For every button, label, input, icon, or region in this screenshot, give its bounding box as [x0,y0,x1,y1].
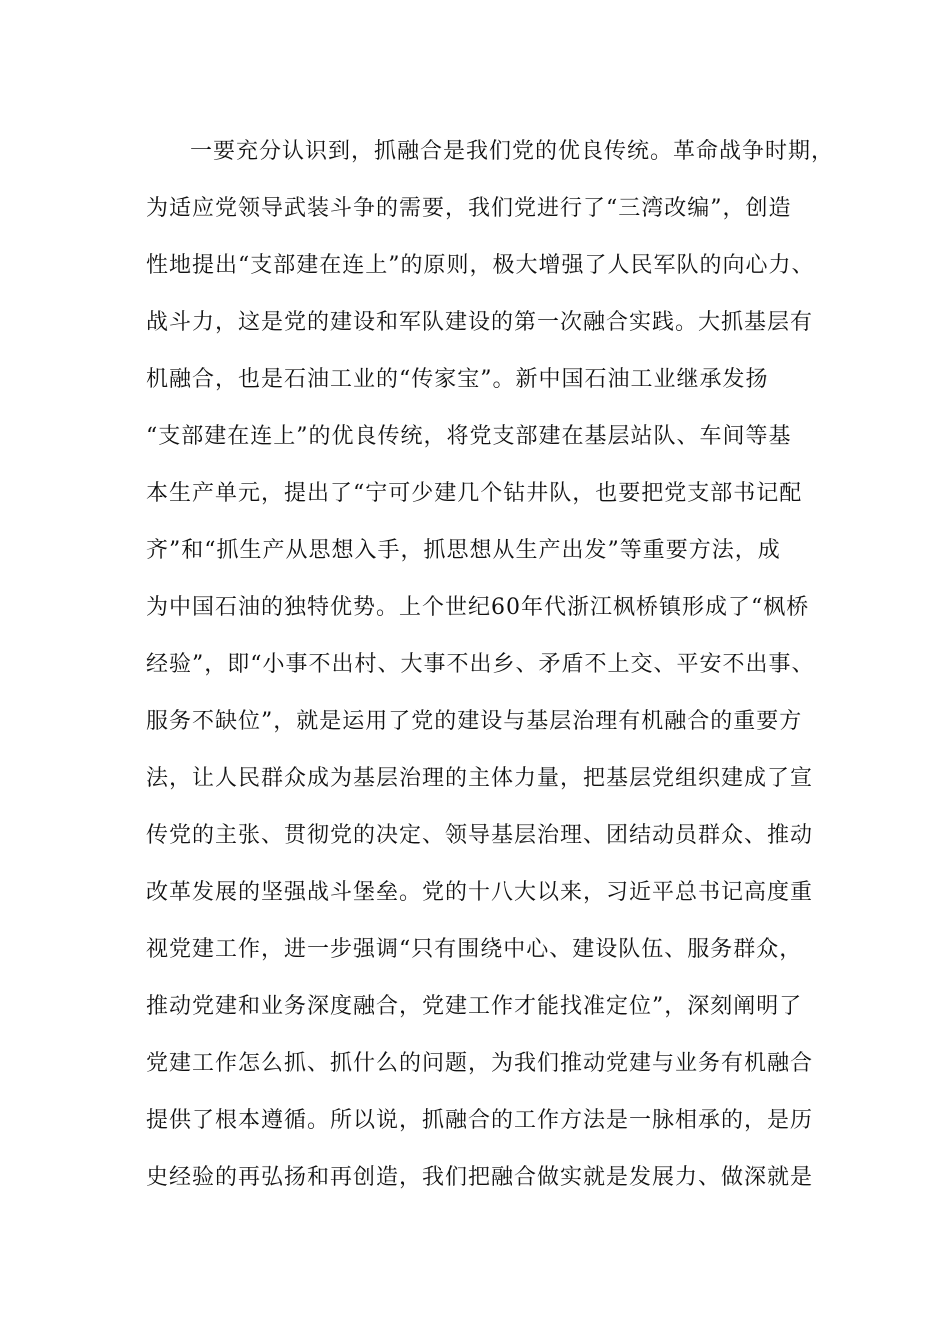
paragraph-line-16: 推动党建和业务深度融合，党建工作才能找准定位”，深刻阐明了 [146,994,803,1019]
paragraph-line-14: 改革发展的坚强战斗堡垒。党的十八大以来，习近平总书记高度重 [146,880,814,905]
paragraph-line-2: 为适应党领导武装斗争的需要，我们党进行了“三湾改编”，创造 [146,196,792,221]
paragraph-line-15: 视党建工作，进一步强调“只有围绕中心、建设队伍、服务群众， [146,937,803,962]
paragraph-line-10: 经验”，即“小事不出村、大事不出乡、矛盾不上交、平安不出事、 [146,652,815,677]
paragraph-line-11: 服务不缺位”，就是运用了党的建设与基层治理有机融合的重要方 [146,709,803,734]
paragraph-line-17: 党建工作怎么抓、抓什么的问题，为我们推动党建与业务有机融合 [146,1051,814,1076]
paragraph-line-7: 本生产单元，提出了“宁可少建几个钻井队，也要把党支部书记配 [146,481,803,506]
paragraph-line-13: 传党的主张、贯彻党的决定、领导基层治理、团结动员群众、推动 [146,823,814,848]
paragraph-line-18: 提供了根本遵循。所以说，抓融合的工作方法是一脉相承的，是历 [146,1108,814,1133]
paragraph-line-9: 为中国石油的独特优势。上个世纪60年代浙江枫桥镇形成了“枫桥 [146,595,810,620]
paragraph-line-6: “支部建在连上”的优良传统，将党支部建在基层站队、车间等基 [146,424,792,449]
paragraph-line-1: 一要充分认识到，抓融合是我们党的优良传统。革命战争时期， [190,139,835,164]
paragraph-line-12: 法，让人民群众成为基层治理的主体力量，把基层党组织建成了宣 [146,766,814,791]
paragraph-line-3: 性地提出“支部建在连上”的原则，极大增强了人民军队的向心力、 [146,253,815,278]
paragraph-line-19: 史经验的再弘扬和再创造，我们把融合做实就是发展力、做深就是 [146,1165,814,1190]
paragraph-line-8: 齐”和“抓生产从思想入手，抓思想从生产出发”等重要方法，成 [146,538,781,563]
paragraph-line-4: 战斗力，这是党的建设和军队建设的第一次融合实践。大抓基层有 [146,310,814,335]
paragraph-line-5: 机融合，也是石油工业的“传家宝”。新中国石油工业继承发扬 [146,367,769,392]
